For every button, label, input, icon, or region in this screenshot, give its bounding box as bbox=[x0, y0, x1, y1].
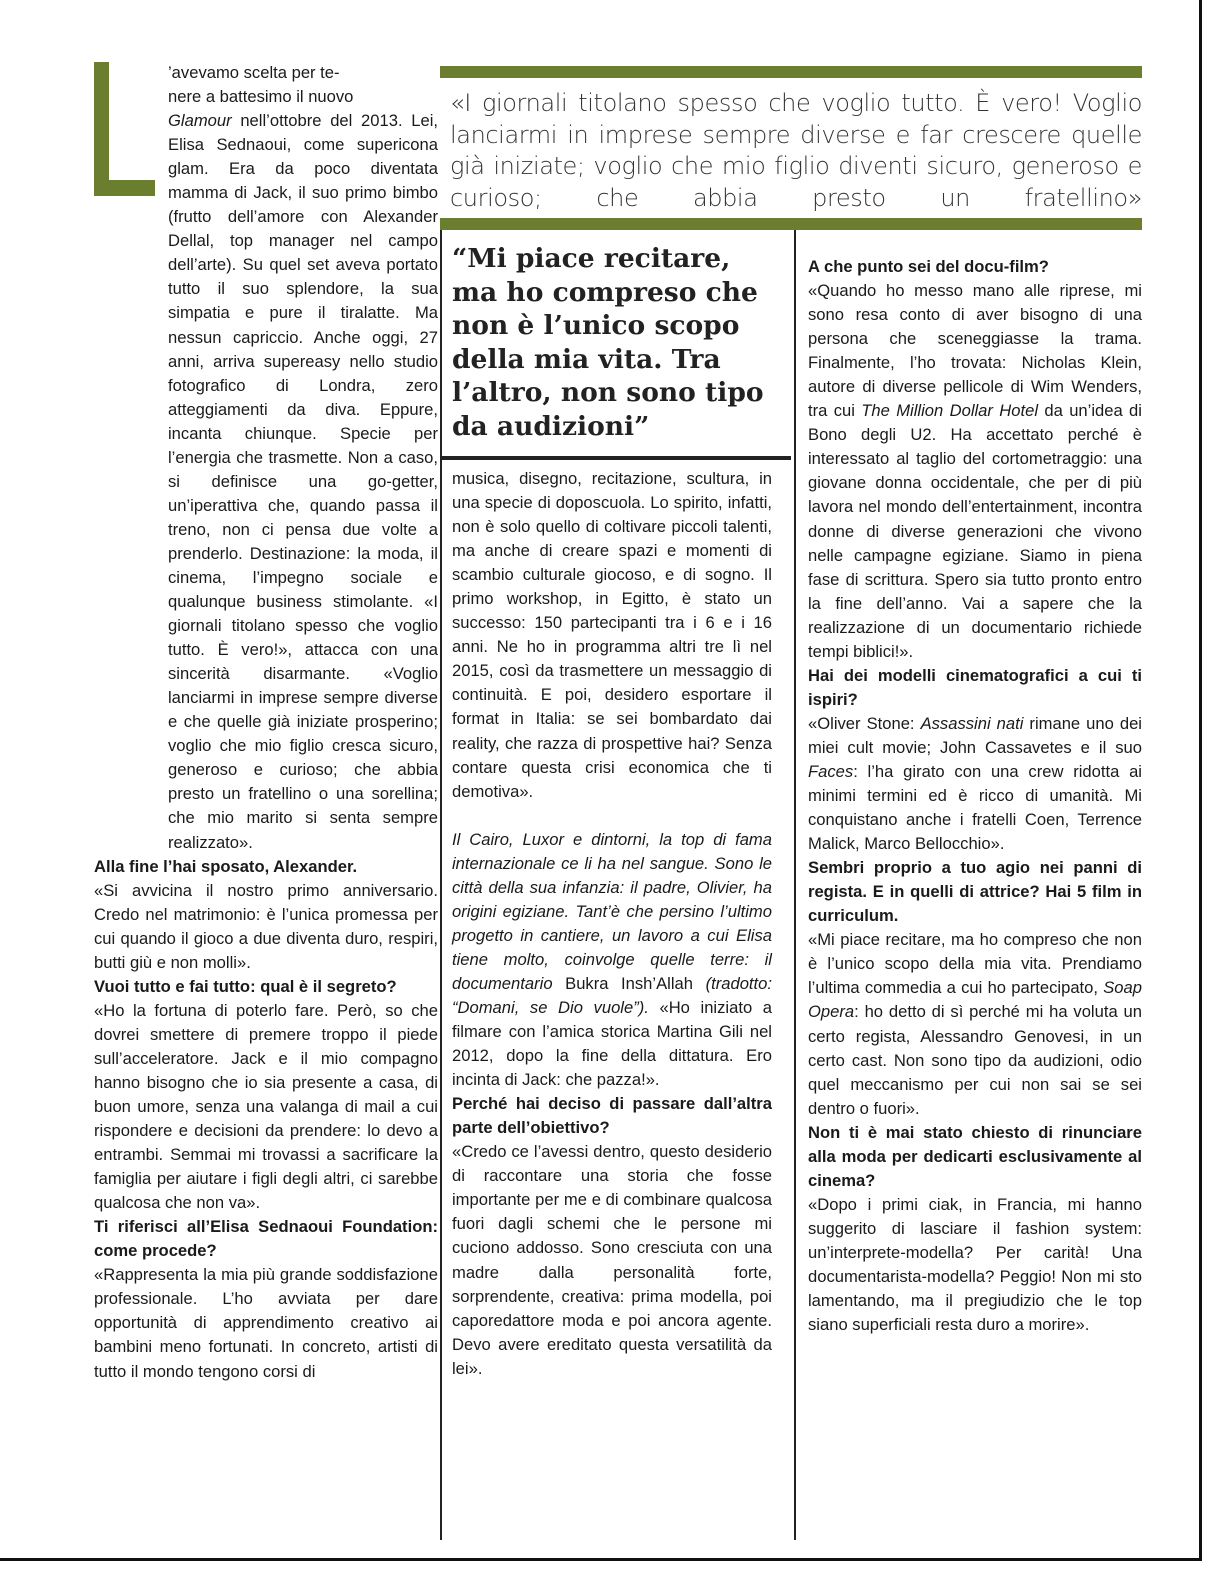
answer-2: «Ho la fortuna di poterlo fare. Però, so che dovrei smettere di premere troppo il piede sull’acceleratore. Jack e il mio compagno hanno bisogno che io sia presente a casa, di buon umore, senza una valanga di mail a cui rispondere e decisioni da prendere: lo devo a entrambi. Semmai mi trovassi a sacrificare la famiglia per aiutare i figli degli altri, ci sarebbe qualcosa che non va». bbox=[94, 1000, 438, 1213]
answer-1: «Si avvicina il nostro primo anniversario. Credo nel matrimonio: è l’unica promessa per cui quando il gioco a due diventa duro, respiri, butti giù e non molli». bbox=[94, 880, 438, 972]
magazine-title: Glamour bbox=[168, 111, 232, 131]
article-column-2 bbox=[452, 467, 772, 1381]
question-8: Non ti è mai stato chiesto di rinunciare alla moda per dedicarti esclusivamente al cinema? bbox=[808, 1122, 1142, 1190]
italic-translation: (tradotto: “Domani, se Dio vuole”). bbox=[452, 973, 772, 1017]
answer-6-mid: rimane uno dei miei cult movie; John Cassavetes e il suo bbox=[808, 713, 1142, 757]
answer-7-rest: : ho detto di sì perché mi ha voluta un certo regista, Alessandro Genovesi, in un certo cast. Non sono tipo da audizioni, odio quel meccanismo per cui non sai se sei dentro o fuori». bbox=[808, 1002, 1142, 1118]
page-frame-right bbox=[1199, 0, 1202, 1560]
question-3: Ti riferisci all’Elisa Sednaoui Foundation: come procede? bbox=[94, 1217, 438, 1261]
intro-line-2: nere a battesimo il nuovo bbox=[168, 87, 354, 107]
answer-5-rest: da un’idea di Bono degli U2. Ha accettato perché è interessato al taglio del cortometraggio: una giovane donna occidentale, che per di più lavora nel mondo dell’entertainment, incontra donne di diverse generazioni che vivono nelle campagne egiziane. Siamo in piena fase di scrittura. Spero sia tutto pronto entro la fine dell’anno. Vai a sapere che la realizzazione di un documentario richiede tempi biblici!». bbox=[808, 401, 1142, 661]
answer-8: «Dopo i primi ciak, in Francia, mi hanno suggerito di lasciare il fashion system: un’interprete-modella? Per carità! Una documentarista-modella? Peggio! Non mi sto lamentando, ma il pregiudizio che le top siano superficiali resta duro a morire». bbox=[808, 1194, 1142, 1335]
intro-text: nell’ottobre del 2013. Lei, Elisa Sednaoui, come supericona glam. Era da poco diventata mamma di Jack, il suo primo bimbo (frutto dell’amore con Alexander Dellal, top manager nel campo dell’arte). Su quel set aveva portato tutto il suo splendore, la sua simpatia e pure il tiralatte. Ma nessun capriccio. Anche oggi, 27 anni, arriva supereasy nello studio fotografico di Londra, zero atteggiamenti da diva. Eppure, incanta chiunque. Specie per l’energia che trasmette. Non a caso, si definisce una go-getter, un’iperattiva che, quando passa il treno, non ci pensa due volte a prenderlo. Destinazione: la moda, il cinema, l’impegno sociale e qualunque business stimolante. «I giornali titolano spesso che voglio tutto. È vero!», attacca con una sincerità disarmante. «Voglio lanciarmi in imprese sempre diverse e che quelle già iniziate prosperino; voglio che mio figlio cresca sicuro, generoso e curioso; che abbia presto un fratellino o una sorellina; che mio marito si senta sempre realizzato». bbox=[168, 111, 438, 852]
answer-7 bbox=[808, 928, 1142, 1120]
answer-6-rest: : l’ha girato con una crew ridotta ai minimi termini ed è ricco di umanità. Mi conquistano anche i fratelli Coen, Terrence Malick, Marco Bellocchio». bbox=[808, 761, 1142, 854]
paragraph-foundation: musica, disegno, recitazione, scultura, in una specie di doposcuola. Lo spirito, infatti, non è solo quello di coltivare piccoli talenti, ma anche di creare spazi e momenti di scambio culturale giocoso, e di sogno. Il primo workshop, in Egitto, è stato un successo: 150 partecipanti tra i 6 e i 16 anni. Ne ho in programma altri tre lì nel 2015, così da trasmettere un messaggio di continuità. E poi, desidero esportare il format in Italia: se sei bombardato dai reality, che razza di prospettive hai? Senza contare questa crisi economica che ti demotiva». bbox=[452, 469, 772, 801]
pull-quote-rule bbox=[440, 456, 791, 460]
question-2: Vuoi tutto e fai tutto: qual è il segreto? bbox=[94, 976, 397, 996]
question-1: Alla fine l’hai sposato, Alexander. bbox=[94, 856, 358, 876]
question-6: Hai dei modelli cinematografici a cui ti ispiri? bbox=[808, 665, 1142, 709]
quote-filming: «Ho iniziato a filmare con l’amica storica Martina Gili nel 2012, dopo la fine della dittatura. Ero incinta di Jack: che pazza!». bbox=[452, 997, 772, 1090]
accent-bar-top bbox=[440, 66, 1142, 78]
question-4: Perché hai deciso di passare dall’altra parte dell’obiettivo? bbox=[452, 1094, 772, 1138]
intro-paragraph bbox=[94, 109, 438, 854]
paragraph-egypt bbox=[452, 828, 772, 1093]
answer-6-text: «Oliver Stone: bbox=[808, 713, 921, 733]
film-title: Faces bbox=[808, 761, 854, 781]
intro-line-1: ’avevamo scelta per te- bbox=[168, 63, 340, 82]
column-divider-right bbox=[794, 230, 796, 1540]
film-title: Soap Opera bbox=[808, 978, 1142, 1022]
film-title: The Million Dollar Hotel bbox=[861, 401, 1039, 421]
article-column-1 bbox=[94, 61, 438, 1384]
top-quote: «I giornali titolano spesso che voglio tutto. È vero! Voglio lanciarmi in imprese sempre diverse e far crescere quelle già iniziate; voglio che mio figlio diventi sicuro, generoso e curioso; che abbia presto un fratellino» bbox=[450, 89, 1142, 212]
question-5: A che punto sei del docu-film? bbox=[808, 257, 1049, 276]
answer-5 bbox=[808, 279, 1142, 664]
pull-quote: “Mi piace recitare, ma ho compreso che non è l’unico scopo della mia vita. Tra l’altro, non sono tipo da audizioni” bbox=[452, 243, 764, 442]
answer-4: «Credo ce l’avessi dentro, questo desiderio di raccontare una storia che fosse importante per me e di combinare qualcosa fuori dagli schemi che le persone mi cuciono addosso. Sono cresciuta con una madre dalla personalità forte, sorprendente, creativa: prima modella, poi caporedattore moda e poi ancora agente. Devo avere ereditato questa versatilità da lei». bbox=[452, 1142, 772, 1378]
page-frame-bottom bbox=[0, 1558, 1202, 1561]
column-divider-left bbox=[440, 230, 442, 1540]
answer-5-text: «Quando ho messo mano alle riprese, mi sono resa conto di aver bisogno di una persona che sceneggiasse la trama. Finalmente, l’ho trovata: Nicholas Klein, autore di diverse pellicole di Wim Wenders, tra cui bbox=[808, 281, 1142, 421]
italic-intro: Il Cairo, Luxor e dintorni, la top di fama internazionale ce li ha nel sangue. Sono le città della sua infanzia: il padre, Olivier, ha origini egiziane. Tant’è che persino l’ultimo progetto in cantiere, un lavoro a cui Elisa tiene molto, coinvolge quelle terre: il documentario bbox=[452, 829, 772, 993]
documentary-title: Bukra Insh’Allah bbox=[565, 973, 693, 993]
film-title: Assassini nati bbox=[920, 713, 1024, 733]
accent-bar-bottom bbox=[440, 218, 1142, 230]
answer-7-text: «Mi piace recitare, ma ho compreso che non è l’unico scopo della mia vita. Prendiamo l’ultima commedia a cui ho partecipato, bbox=[808, 930, 1142, 998]
answer-6 bbox=[808, 712, 1142, 856]
question-7: Sembri proprio a tuo agio nei panni di regista. E in quelli di attrice? Hai 5 film in curriculum. bbox=[808, 858, 1142, 926]
answer-3: «Rappresenta la mia più grande soddisfazione professionale. L’ho avviata per dare opportunità di apprendimento creativo ai bambini meno fortunati. In concreto, artisti di tutto il mondo tengono corsi di bbox=[94, 1265, 438, 1381]
article-column-3 bbox=[808, 255, 1142, 1337]
